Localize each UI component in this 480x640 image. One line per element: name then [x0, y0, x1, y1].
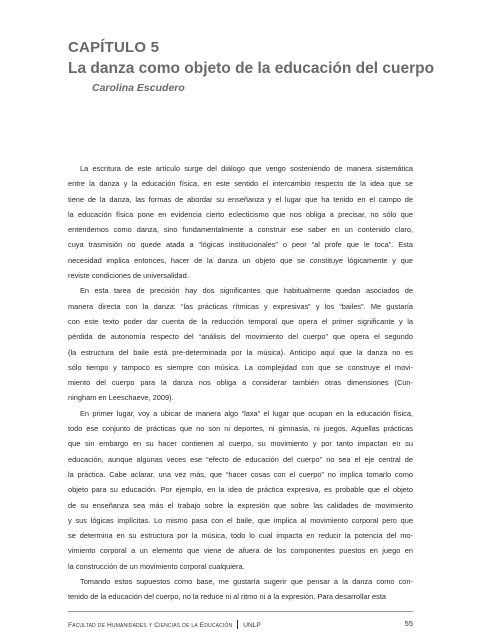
paragraph-line: tiene de la danza, las formas de abordar su enseñanza y el lugar que ha tenido en el campo de — [68, 194, 413, 204]
paragraph-line: de su enseñanza sea más el trabajo sobre la expresión que sobre las calidades de movimiento — [68, 500, 413, 510]
paragraph-line: todo ese conjunto de prácticas que no son ni deportes, ni gimnasia, ni juegos. Aquellas prácticas — [68, 424, 413, 434]
paragraph-line: la construcción de un movimiento corporal cualquiera. — [68, 561, 245, 571]
paragraph-line: reviste condiciones de universalidad. — [68, 271, 189, 281]
paragraph-line: vimiento corporal a un elemento que viene de afuera de los componentes puestos en juego en — [68, 546, 413, 556]
footer-separator — [237, 620, 238, 629]
paragraph-line: la educación física pone en evidencia cierto eclecticismo que nos obliga a precisar, no sólo que — [68, 209, 413, 219]
paragraph-line: y sus lógicas implícitas. Lo mismo pasa con el baile, que implica al movimiento corporal pero que — [68, 515, 413, 525]
paragraph-line: miento del cuerpo para la danza nos obliga a considerar también otras dimensiones (Cun- — [68, 378, 413, 388]
paragraph-line: La escritura de este artículo surge del diálogo que vengo sosteniendo de manera sistemática — [80, 164, 413, 173]
paragraph-line: educación, aunque algunas veces ese “efecto de educación del cuerpo” no sea el eje central de — [68, 454, 413, 464]
chapter-label: CAPÍTULO 5 — [68, 39, 160, 56]
chapter-title: La danza como objeto de la educación del cuerpo — [68, 60, 435, 77]
paragraph-line: En esta tarea de precisión hay dos significantes que habitualmente quedan asociados de — [80, 286, 413, 296]
author-name: Carolina Escudero — [92, 82, 185, 94]
page-number: 55 — [404, 619, 413, 628]
footer-university: UNLP — [243, 622, 261, 629]
footer-faculty: Facultad de Humanidades y Ciencias de la Educación — [68, 622, 233, 629]
paragraph-line: Tomando estos supuestos como base, me gustaría sugerir que pensar a la danza como con- — [80, 577, 413, 587]
paragraph-line: manera directa con la danza: “las prácticas rítmicas y expresivas” y los “bailes”. Me gustaría — [68, 301, 413, 311]
paragraph-line: ningham en Leeschaeve, 2009). — [68, 393, 174, 403]
paragraph-line: la práctica. Cabe aclarar, una vez más, que “hacer cosas con el cuerpo” no implica tomarlo como — [68, 469, 413, 479]
paragraph-line: necesidad implica entonces, hacer de la danza un objeto que se constituye lógicamente y que — [68, 255, 413, 265]
paragraph-line: sólo tiempo y tampoco es siempre con música. La complejidad con que se construye el movi- — [68, 362, 413, 372]
paragraph-line: (la estructura del baile está pre-determinada por la música). Anticipo aquí que la danza no es — [68, 347, 413, 357]
paragraph-line: tenido de la educación del cuerpo, no la reduce ni al ritmo ni a la expresión. Para desarrollar esta — [68, 592, 386, 602]
page-footer — [68, 620, 413, 632]
footer-divider — [68, 611, 413, 612]
paragraph-line: con este texto poder dar cuenta de la reducción temporal que opera el primer significante y la — [68, 316, 413, 326]
paragraph-line: objeto para su educación. Por ejemplo, en la idea de práctica expresiva, es probable que el objeto — [68, 485, 413, 495]
article-body — [68, 161, 413, 605]
paragraph-line: entre la danza y la educación física, en este sentido el intercambio respecto de la idea que se — [68, 179, 413, 189]
paragraph-line: pérdida de autonomía respecto del “análisis del movimiento del cuerpo” que opera el segundo — [68, 332, 413, 342]
paragraph-line: cuya trasmisión no quede atada a “lógicas institucionales” o peor “al profe que le toca”. Esta — [68, 240, 413, 250]
paragraph-line: se determina en su estructura por la música, todo lo cual impacta en reducir la potencia del mo- — [68, 531, 413, 541]
paragraph-line: entendemos como danza, sino fundamentalmente a construir ese saber en un contenido claro, — [68, 225, 413, 235]
paragraph-line: En primer lugar, voy a ubicar de manera algo “laxa” el lugar que ocupan en la educación física, — [80, 408, 413, 418]
paragraph-line: que sin embargo en su hacer contienen al cuerpo, su movimiento y por tanto impactan en su — [68, 439, 413, 449]
